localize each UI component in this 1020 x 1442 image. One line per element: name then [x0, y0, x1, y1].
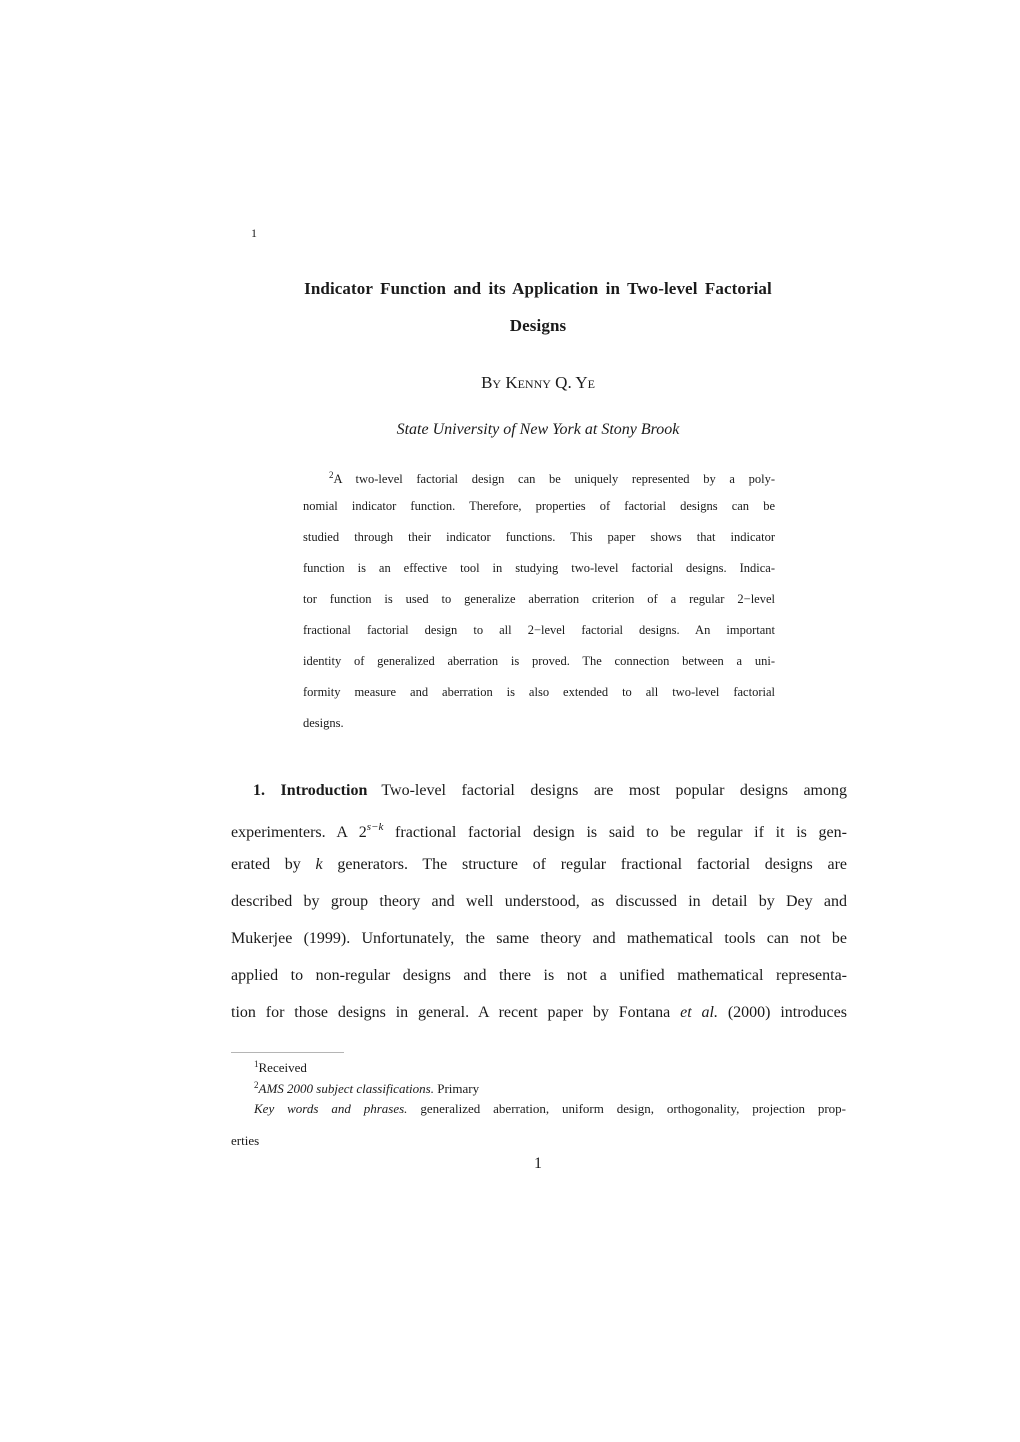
footnote-keywords — [254, 1101, 846, 1117]
body-line — [231, 846, 847, 883]
section-heading: 1. Introduction — [253, 782, 368, 799]
footnote-2 — [254, 1080, 479, 1097]
abstract-line: fractional factorial design to all 2−level factorial designs. An important — [303, 623, 775, 637]
abstract — [303, 460, 775, 739]
abstract-line: nomial indicator function. Therefore, properties of factorial designs can be — [303, 499, 775, 513]
abstract-line: tor function is used to generalize aberration criterion of a regular 2−level — [303, 592, 775, 606]
body-line: described by group theory and well understood, as discussed in detail by Dey and — [231, 893, 847, 910]
body-line: Mukerjee (1999). Unfortunately, the same theory and mathematical tools can not be — [231, 930, 847, 947]
body-line-text: generators. The structure of regular fractional factorial designs are — [322, 856, 848, 873]
title-footnote-marker: 1 — [251, 226, 257, 240]
abstract-line: designs. — [303, 716, 344, 730]
footnote-marker: 1 — [254, 1059, 259, 1069]
footnote-text: generalized aberration, uniform design, orthogonality, projection prop- — [407, 1101, 847, 1116]
body-line — [231, 772, 847, 809]
introduction-section — [231, 772, 847, 1031]
footnote-divider — [231, 1052, 344, 1053]
body-line-text: Two-level factorial designs are most popular designs among — [381, 782, 847, 799]
abstract-line: formity measure and aberration is also extended to all two-level factorial — [303, 685, 775, 699]
abstract-line: studied through their indicator functions. This paper shows that indicator — [303, 530, 775, 544]
body-line-text: (2000) introduces — [717, 1004, 847, 1021]
citation-et-al: et al. — [680, 1004, 718, 1021]
abstract-line: identity of generalized aberration is proved. The connection between a uni- — [303, 654, 775, 668]
footnote-text: Received — [258, 1060, 307, 1075]
body-line-text: experimenters. A 2 — [231, 824, 367, 841]
paper-title-line-2: Designs — [509, 316, 567, 335]
abstract-line: function is an effective tool in studying two-level factorial designs. Indica- — [303, 561, 775, 575]
footnote-italic: AMS 2000 subject classifications. — [258, 1081, 434, 1096]
body-line — [231, 809, 847, 846]
author: By Kenny Q. Ye — [481, 373, 595, 392]
footnote-italic: Key words and phrases. — [254, 1101, 408, 1116]
math-variable: k — [315, 856, 323, 873]
body-line-text: erated by — [231, 856, 316, 873]
paper-title-line-1: Indicator Function and its Application in Two-level Factorial — [304, 279, 772, 298]
body-line — [231, 994, 847, 1031]
abstract-footnote-marker: 2 — [329, 470, 334, 480]
footnote-keywords-continued: erties — [231, 1133, 260, 1148]
footnote-1 — [254, 1059, 307, 1076]
body-line-text: fractional factorial design is said to be regular if it is gen- — [383, 824, 847, 841]
footnote-marker: 2 — [254, 1080, 259, 1090]
abstract-line — [303, 460, 775, 491]
body-line: applied to non-regular designs and there is not a unified mathematical representa- — [231, 967, 847, 984]
affiliation: State University of New York at Stony Brook — [396, 421, 680, 438]
page-number: 1 — [534, 1155, 542, 1172]
abstract-line-text: A two-level factorial design can be uniquely represented by a poly- — [333, 472, 775, 486]
body-line-text: tion for those designs in general. A recent paper by Fontana — [231, 1004, 681, 1021]
footnote-text: Primary — [433, 1081, 480, 1096]
exponent: s−k — [366, 821, 384, 833]
